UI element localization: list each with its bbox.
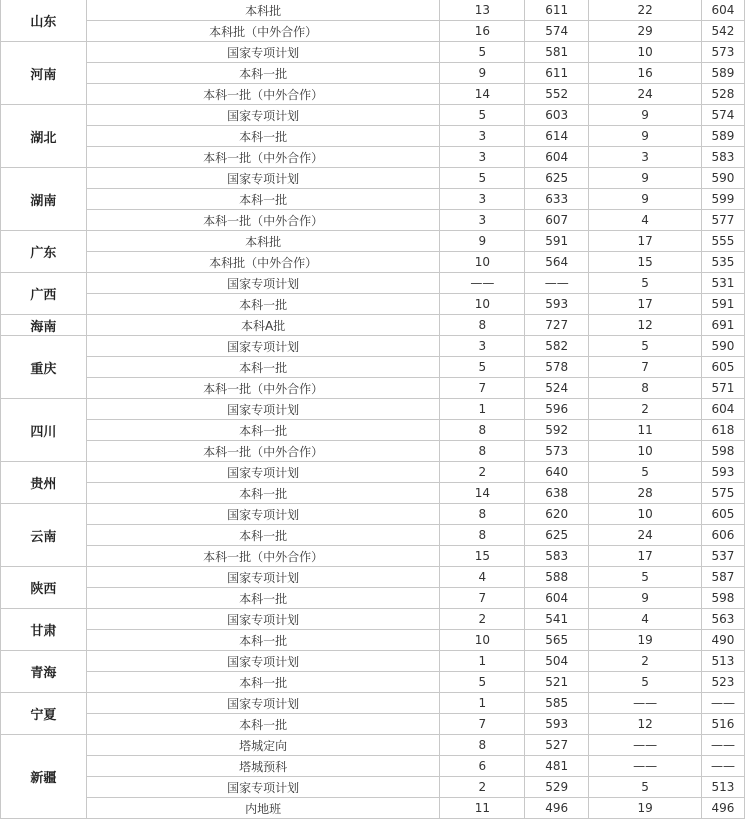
count-b-cell: 9 — [589, 168, 702, 189]
score-b-cell: 574 — [701, 105, 744, 126]
count-b-cell: 10 — [589, 42, 702, 63]
table-row — [1, 357, 745, 378]
count-a-cell: 2 — [440, 462, 525, 483]
table-row — [1, 588, 745, 609]
table-row — [1, 756, 745, 777]
score-b-cell: 618 — [701, 420, 744, 441]
province-cell: 宁夏 — [1, 693, 87, 735]
score-a-cell: 504 — [525, 651, 589, 672]
batch-cell: 本科一批 — [86, 672, 440, 693]
batch-cell: 本科一批 — [86, 714, 440, 735]
count-a-cell: 10 — [440, 630, 525, 651]
count-b-cell: 24 — [589, 525, 702, 546]
batch-cell: 本科一批（中外合作） — [86, 546, 440, 567]
score-b-cell: 537 — [701, 546, 744, 567]
count-a-cell: 8 — [440, 420, 525, 441]
batch-cell: 本科一批（中外合作） — [86, 210, 440, 231]
table-row — [1, 630, 745, 651]
count-a-cell: 5 — [440, 42, 525, 63]
batch-cell: 国家专项计划 — [86, 462, 440, 483]
score-a-cell: 607 — [525, 210, 589, 231]
province-cell: 甘肃 — [1, 609, 87, 651]
count-a-cell: 3 — [440, 336, 525, 357]
score-a-cell: 521 — [525, 672, 589, 693]
count-b-cell: 7 — [589, 357, 702, 378]
table-row — [1, 252, 745, 273]
province-cell: 广西 — [1, 273, 87, 315]
score-b-cell: 583 — [701, 147, 744, 168]
count-b-cell: 10 — [589, 504, 702, 525]
score-a-cell: 565 — [525, 630, 589, 651]
count-a-cell: 8 — [440, 315, 525, 336]
province-cell: 云南 — [1, 504, 87, 567]
count-b-cell: 12 — [589, 315, 702, 336]
count-a-cell: 9 — [440, 231, 525, 252]
count-a-cell: 10 — [440, 252, 525, 273]
batch-cell: 本科批（中外合作） — [86, 252, 440, 273]
score-a-cell: 585 — [525, 693, 589, 714]
score-b-cell: —— — [701, 756, 744, 777]
score-b-cell: 496 — [701, 798, 744, 819]
score-a-cell: 541 — [525, 609, 589, 630]
table-row — [1, 420, 745, 441]
score-a-cell: 564 — [525, 252, 589, 273]
count-b-cell: 16 — [589, 63, 702, 84]
count-a-cell: 8 — [440, 735, 525, 756]
score-a-cell: 625 — [525, 525, 589, 546]
count-a-cell: 1 — [440, 693, 525, 714]
score-a-cell: 591 — [525, 231, 589, 252]
score-a-cell: 524 — [525, 378, 589, 399]
score-b-cell: 542 — [701, 21, 744, 42]
count-b-cell: —— — [589, 735, 702, 756]
province-cell: 河南 — [1, 42, 87, 105]
score-a-cell: 727 — [525, 315, 589, 336]
province-cell: 山东 — [1, 0, 87, 42]
table-row — [1, 21, 745, 42]
count-a-cell: 13 — [440, 0, 525, 21]
batch-cell: 国家专项计划 — [86, 567, 440, 588]
province-cell: 海南 — [1, 315, 87, 336]
score-b-cell: 577 — [701, 210, 744, 231]
batch-cell: 本科一批（中外合作） — [86, 441, 440, 462]
table-row — [1, 105, 745, 126]
count-a-cell: 2 — [440, 609, 525, 630]
table-row — [1, 273, 745, 294]
score-a-cell: 573 — [525, 441, 589, 462]
batch-cell: 本科一批 — [86, 294, 440, 315]
score-a-cell: 578 — [525, 357, 589, 378]
score-a-cell: 611 — [525, 63, 589, 84]
score-a-cell: 527 — [525, 735, 589, 756]
score-a-cell: 603 — [525, 105, 589, 126]
count-b-cell: 5 — [589, 567, 702, 588]
count-a-cell: 9 — [440, 63, 525, 84]
batch-cell: 本科批（中外合作） — [86, 21, 440, 42]
score-a-cell: —— — [525, 273, 589, 294]
score-a-cell: 614 — [525, 126, 589, 147]
batch-cell: 塔城定向 — [86, 735, 440, 756]
table-row — [1, 168, 745, 189]
count-a-cell: 4 — [440, 567, 525, 588]
table-row — [1, 84, 745, 105]
batch-cell: 本科一批（中外合作） — [86, 378, 440, 399]
count-a-cell: 7 — [440, 714, 525, 735]
table-row — [1, 567, 745, 588]
batch-cell: 国家专项计划 — [86, 273, 440, 294]
province-cell: 新疆 — [1, 735, 87, 819]
batch-cell: 本科一批（中外合作） — [86, 147, 440, 168]
table-row — [1, 651, 745, 672]
province-cell: 陕西 — [1, 567, 87, 609]
table-row — [1, 210, 745, 231]
province-cell: 四川 — [1, 399, 87, 462]
batch-cell: 本科一批 — [86, 357, 440, 378]
batch-cell: 国家专项计划 — [86, 504, 440, 525]
count-b-cell: 9 — [589, 189, 702, 210]
province-cell: 青海 — [1, 651, 87, 693]
score-b-cell: 528 — [701, 84, 744, 105]
score-b-cell: 605 — [701, 357, 744, 378]
score-b-cell: 535 — [701, 252, 744, 273]
batch-cell: 塔城预科 — [86, 756, 440, 777]
table-row — [1, 147, 745, 168]
count-a-cell: 10 — [440, 294, 525, 315]
batch-cell: 国家专项计划 — [86, 336, 440, 357]
count-a-cell: 15 — [440, 546, 525, 567]
score-b-cell: 604 — [701, 399, 744, 420]
count-b-cell: 19 — [589, 630, 702, 651]
score-b-cell: 573 — [701, 42, 744, 63]
table-row — [1, 231, 745, 252]
batch-cell: 本科一批 — [86, 63, 440, 84]
count-a-cell: 5 — [440, 105, 525, 126]
batch-cell: 本科一批 — [86, 189, 440, 210]
count-b-cell: 2 — [589, 651, 702, 672]
table-row — [1, 63, 745, 84]
count-b-cell: 28 — [589, 483, 702, 504]
province-cell: 重庆 — [1, 336, 87, 399]
count-b-cell: 12 — [589, 714, 702, 735]
table-row — [1, 609, 745, 630]
batch-cell: 国家专项计划 — [86, 105, 440, 126]
province-cell: 贵州 — [1, 462, 87, 504]
score-a-cell: 592 — [525, 420, 589, 441]
count-b-cell: 5 — [589, 777, 702, 798]
table-row — [1, 378, 745, 399]
count-b-cell: 10 — [589, 441, 702, 462]
batch-cell: 本科一批 — [86, 525, 440, 546]
count-a-cell: 11 — [440, 798, 525, 819]
score-b-cell: 589 — [701, 126, 744, 147]
count-a-cell: 5 — [440, 672, 525, 693]
batch-cell: 国家专项计划 — [86, 777, 440, 798]
score-b-cell: 490 — [701, 630, 744, 651]
table-row — [1, 798, 745, 819]
score-a-cell: 582 — [525, 336, 589, 357]
score-b-cell: 571 — [701, 378, 744, 399]
batch-cell: 本科批 — [86, 231, 440, 252]
score-a-cell: 481 — [525, 756, 589, 777]
count-b-cell: 2 — [589, 399, 702, 420]
score-a-cell: 604 — [525, 588, 589, 609]
score-a-cell: 638 — [525, 483, 589, 504]
count-b-cell: 8 — [589, 378, 702, 399]
table-row — [1, 336, 745, 357]
count-b-cell: 9 — [589, 126, 702, 147]
batch-cell: 本科一批 — [86, 588, 440, 609]
score-a-cell: 588 — [525, 567, 589, 588]
table-row — [1, 0, 745, 21]
score-b-cell: 523 — [701, 672, 744, 693]
count-a-cell: 8 — [440, 525, 525, 546]
score-a-cell: 596 — [525, 399, 589, 420]
batch-cell: 国家专项计划 — [86, 693, 440, 714]
score-b-cell: 587 — [701, 567, 744, 588]
province-cell: 湖北 — [1, 105, 87, 168]
table-row — [1, 735, 745, 756]
table-row — [1, 777, 745, 798]
score-a-cell: 552 — [525, 84, 589, 105]
score-b-cell: 555 — [701, 231, 744, 252]
count-a-cell: 3 — [440, 210, 525, 231]
batch-cell: 国家专项计划 — [86, 609, 440, 630]
count-a-cell: 3 — [440, 189, 525, 210]
table-row — [1, 126, 745, 147]
count-b-cell: —— — [589, 693, 702, 714]
batch-cell: 本科A批 — [86, 315, 440, 336]
count-b-cell: 5 — [589, 672, 702, 693]
batch-cell: 国家专项计划 — [86, 42, 440, 63]
count-b-cell: 15 — [589, 252, 702, 273]
score-a-cell: 574 — [525, 21, 589, 42]
table-row — [1, 546, 745, 567]
count-a-cell: 1 — [440, 399, 525, 420]
province-cell: 广东 — [1, 231, 87, 273]
province-cell: 湖南 — [1, 168, 87, 231]
table-row — [1, 42, 745, 63]
count-a-cell: 5 — [440, 357, 525, 378]
count-a-cell: 5 — [440, 168, 525, 189]
table-row — [1, 189, 745, 210]
score-a-cell: 593 — [525, 714, 589, 735]
count-b-cell: 9 — [589, 588, 702, 609]
count-b-cell: 5 — [589, 336, 702, 357]
score-a-cell: 633 — [525, 189, 589, 210]
score-b-cell: 531 — [701, 273, 744, 294]
score-b-cell: 590 — [701, 168, 744, 189]
count-a-cell: 14 — [440, 483, 525, 504]
count-b-cell: —— — [589, 756, 702, 777]
score-b-cell: 593 — [701, 462, 744, 483]
score-b-cell: 563 — [701, 609, 744, 630]
table-row — [1, 483, 745, 504]
count-b-cell: 17 — [589, 294, 702, 315]
count-a-cell: 14 — [440, 84, 525, 105]
table-row — [1, 714, 745, 735]
score-b-cell: 513 — [701, 777, 744, 798]
batch-cell: 本科一批（中外合作） — [86, 84, 440, 105]
batch-cell: 本科一批 — [86, 126, 440, 147]
count-b-cell: 17 — [589, 231, 702, 252]
count-b-cell: 3 — [589, 147, 702, 168]
count-a-cell: 7 — [440, 588, 525, 609]
batch-cell: 本科一批 — [86, 630, 440, 651]
count-b-cell: 29 — [589, 21, 702, 42]
score-a-cell: 583 — [525, 546, 589, 567]
count-b-cell: 4 — [589, 609, 702, 630]
table-row — [1, 672, 745, 693]
count-b-cell: 24 — [589, 84, 702, 105]
score-a-cell: 581 — [525, 42, 589, 63]
score-b-cell: 598 — [701, 441, 744, 462]
table-row — [1, 504, 745, 525]
count-a-cell: 3 — [440, 126, 525, 147]
score-a-cell: 604 — [525, 147, 589, 168]
score-a-cell: 640 — [525, 462, 589, 483]
table-row — [1, 462, 745, 483]
batch-cell: 本科一批 — [86, 483, 440, 504]
count-a-cell: 3 — [440, 147, 525, 168]
table-row — [1, 441, 745, 462]
count-b-cell: 22 — [589, 0, 702, 21]
score-b-cell: 598 — [701, 588, 744, 609]
batch-cell: 国家专项计划 — [86, 651, 440, 672]
score-b-cell: 605 — [701, 504, 744, 525]
count-a-cell: —— — [440, 273, 525, 294]
score-b-cell: 604 — [701, 0, 744, 21]
count-b-cell: 9 — [589, 105, 702, 126]
count-b-cell: 17 — [589, 546, 702, 567]
score-a-cell: 593 — [525, 294, 589, 315]
count-a-cell: 6 — [440, 756, 525, 777]
table-row — [1, 693, 745, 714]
score-b-cell: 590 — [701, 336, 744, 357]
score-a-cell: 496 — [525, 798, 589, 819]
score-a-cell: 625 — [525, 168, 589, 189]
table-row — [1, 294, 745, 315]
batch-cell: 国家专项计划 — [86, 399, 440, 420]
count-a-cell: 7 — [440, 378, 525, 399]
batch-cell: 国家专项计划 — [86, 168, 440, 189]
score-b-cell: —— — [701, 693, 744, 714]
count-a-cell: 16 — [440, 21, 525, 42]
count-b-cell: 11 — [589, 420, 702, 441]
count-a-cell: 2 — [440, 777, 525, 798]
count-b-cell: 5 — [589, 273, 702, 294]
count-a-cell: 1 — [440, 651, 525, 672]
score-b-cell: 591 — [701, 294, 744, 315]
score-a-cell: 620 — [525, 504, 589, 525]
count-b-cell: 5 — [589, 462, 702, 483]
score-b-cell: —— — [701, 735, 744, 756]
count-a-cell: 8 — [440, 441, 525, 462]
table-row — [1, 399, 745, 420]
batch-cell: 内地班 — [86, 798, 440, 819]
score-b-cell: 606 — [701, 525, 744, 546]
score-b-cell: 599 — [701, 189, 744, 210]
count-b-cell: 19 — [589, 798, 702, 819]
count-a-cell: 8 — [440, 504, 525, 525]
score-b-cell: 575 — [701, 483, 744, 504]
score-b-cell: 516 — [701, 714, 744, 735]
table-row — [1, 525, 745, 546]
score-b-cell: 691 — [701, 315, 744, 336]
score-a-cell: 529 — [525, 777, 589, 798]
table-row — [1, 315, 745, 336]
batch-cell: 本科批 — [86, 0, 440, 21]
score-a-cell: 611 — [525, 0, 589, 21]
count-b-cell: 4 — [589, 210, 702, 231]
score-b-cell: 589 — [701, 63, 744, 84]
score-b-cell: 513 — [701, 651, 744, 672]
batch-cell: 本科一批 — [86, 420, 440, 441]
